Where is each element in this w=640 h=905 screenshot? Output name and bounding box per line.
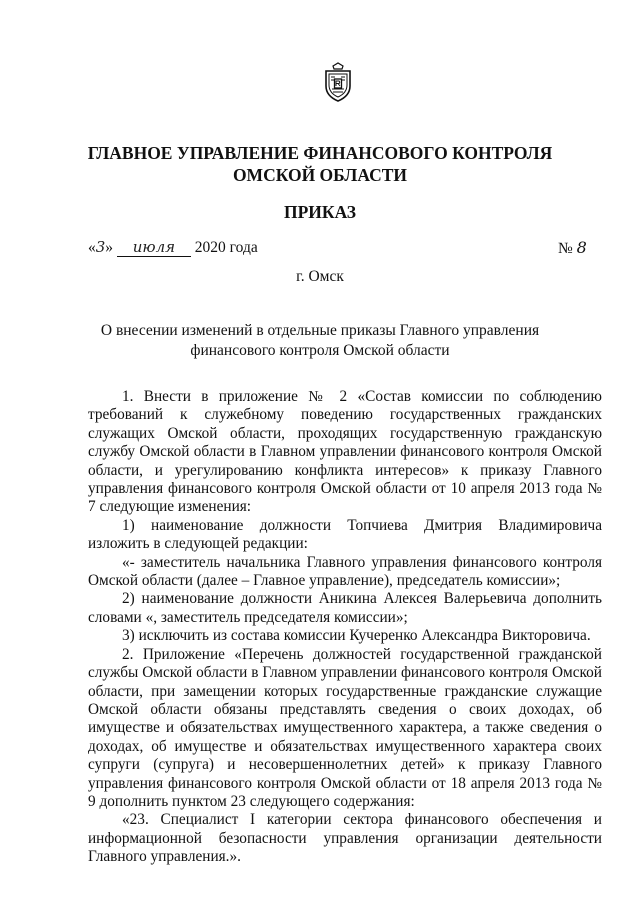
paragraph-1: 1. Внести в приложение № 2 «Состав комиссии по соблюдению требований к служебному поведению государственных гражданских служащих Омской области, проходящих государственную гражданскую службу Омской области в Главном управлении финансового контроля Омской области, и урегулированию конфликта интересов» к приказу Главного управления финансового контроля Омской области от 10 апреля 2013 года № 7 следующие изменения:	[88, 388, 602, 516]
order-day: 3	[95, 238, 106, 256]
order-year: 2020 года	[194, 239, 258, 256]
order-number-value: 8	[576, 238, 587, 257]
date-quote-close: »	[105, 239, 114, 256]
order-date	[88, 238, 258, 257]
organization-name-line-2: ОМСКОЙ ОБЛАСТИ	[232, 165, 408, 185]
order-subject-line-2: финансового контроля Омской области	[190, 342, 450, 359]
document-title: ПРИКАЗ	[283, 202, 357, 222]
paragraph-1-item-1-text: «- заместитель начальника Главного управления финансового контроля Омской области (далее – Главное управление), председатель комиссии»;	[88, 553, 602, 590]
organization-name-line-1: ГЛАВНОЕ УПРАВЛЕНИЕ ФИНАНСОВОГО КОНТРОЛЯ	[87, 143, 553, 163]
paragraph-1-item-3: 3) исключить из состава комиссии Кучеренко Александра Викторовича.	[122, 627, 591, 645]
order-city: г. Омск	[296, 268, 344, 285]
order-number-label: №	[558, 240, 573, 257]
order-subject	[100, 321, 540, 361]
paragraph-2-addition: «23. Специалист I категории сектора финансового обеспечения и информационной безопасности управления организации деятельности Главного управления.».	[88, 811, 602, 866]
order-body	[88, 388, 602, 867]
organization-name	[60, 142, 580, 186]
paragraph-1-item-1: 1) наименование должности Топчиева Дмитрия Владимировича изложить в следующей редакции:	[88, 516, 602, 553]
order-subject-line-1: О внесении изменений в отдельные приказы Главного управления	[100, 322, 540, 339]
paragraph-2: 2. Приложение «Перечень должностей государственной гражданской службы Омской области в Главном управлении финансового контроля Омской области, при замещении которых государственные гражданские служащие Омской области обязаны представлять сведения о своих доходах, об имуществе и обязательствах имущественного характера, а также сведения о доходах, об имуществе и обязательствах имущественного характера своих супруги (супруга) и несовершеннолетних детей» к приказу Главного управления финансового контроля Омской области от 18 апреля 2013 года № 9 дополнить пунктом 23 следующего содержания:	[88, 645, 602, 810]
order-number	[558, 238, 587, 258]
paragraph-1-item-2: 2) наименование должности Аникина Алексея Валерьевича дополнить словами «, заместитель председателя комиссии»;	[88, 590, 602, 626]
order-month: июля	[117, 238, 191, 257]
coat-of-arms-icon	[323, 62, 353, 102]
date-quote-open: «	[88, 239, 96, 256]
